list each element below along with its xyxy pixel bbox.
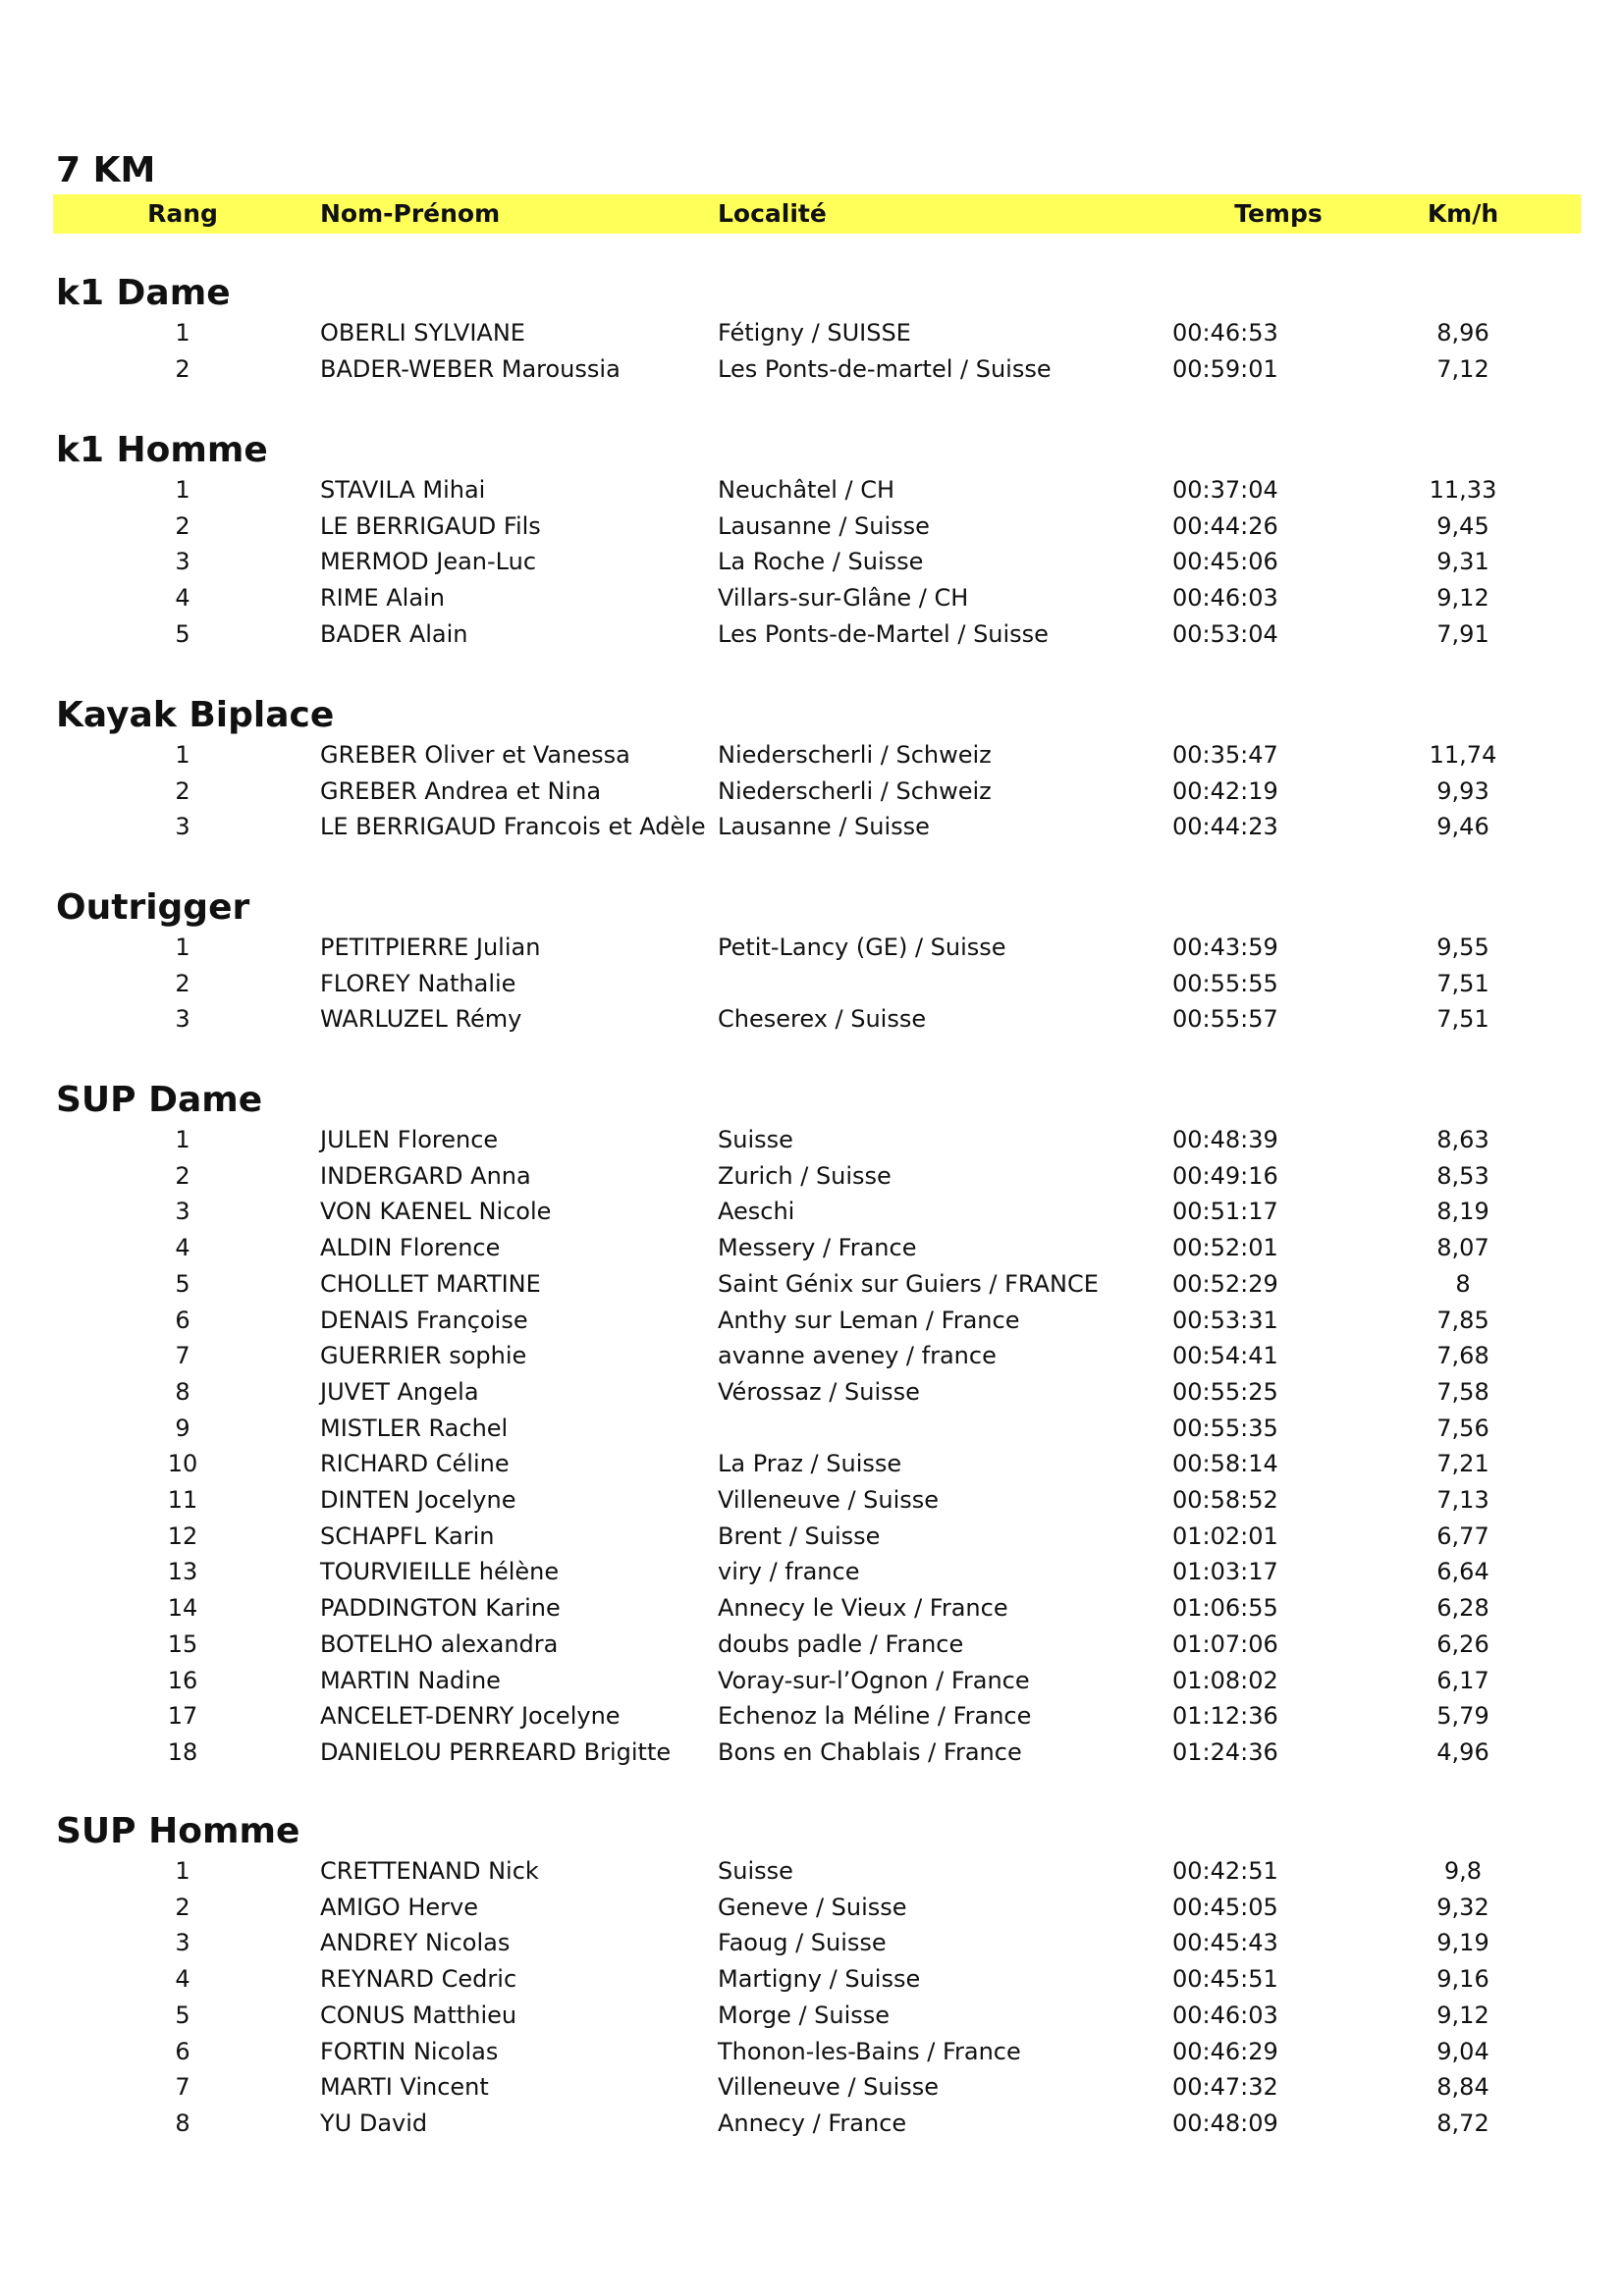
cell-name: GREBER Oliver et Vanessa — [320, 741, 630, 769]
cell-kmh: 7,51 — [1436, 1005, 1489, 1034]
cell-kmh: 9,45 — [1436, 511, 1489, 540]
cell-kmh: 8,72 — [1436, 2109, 1489, 2137]
header-rang: Rang — [147, 199, 218, 228]
cell-rang: 1 — [175, 319, 190, 347]
table-row — [0, 351, 1623, 388]
cell-localite: Bons en Chablais / France — [718, 1737, 1022, 1766]
cell-temps: 01:08:02 — [1172, 1666, 1278, 1694]
cell-temps: 00:45:51 — [1172, 1965, 1278, 1994]
table-row — [0, 1735, 1623, 1771]
cell-rang: 3 — [175, 1005, 190, 1034]
cell-temps: 00:42:51 — [1172, 1857, 1278, 1885]
cell-rang: 9 — [175, 1414, 190, 1442]
cell-name: BOTELHO alexandra — [320, 1629, 559, 1658]
cell-rang: 4 — [175, 1965, 190, 1994]
cell-localite: Petit-Lancy (GE) / Suisse — [718, 934, 1006, 961]
cell-kmh: 8,84 — [1436, 2073, 1489, 2102]
cell-name: AMIGO Herve — [320, 1893, 478, 1921]
cell-rang: 5 — [175, 1269, 190, 1298]
cell-localite: Echenoz la Méline / France — [718, 1702, 1032, 1731]
table-row — [0, 2034, 1623, 2070]
cell-rang: 1 — [175, 934, 190, 961]
cell-temps: 00:47:32 — [1172, 2073, 1278, 2102]
cell-localite: Annecy / France — [718, 2109, 907, 2137]
cell-localite: Morge / Suisse — [718, 2001, 891, 2029]
cell-kmh: 8,96 — [1436, 319, 1489, 347]
cell-temps: 00:55:35 — [1172, 1414, 1278, 1442]
cell-temps: 00:48:39 — [1172, 1126, 1278, 1153]
page-title: 7 KM — [56, 150, 156, 190]
table-row — [0, 1590, 1623, 1627]
cell-kmh: 9,16 — [1436, 1965, 1489, 1994]
cell-localite: Messery / France — [718, 1234, 917, 1262]
cell-name: LE BERRIGAUD Fils — [320, 511, 541, 540]
header-name: Nom-Prénom — [320, 199, 501, 228]
cell-temps: 00:49:16 — [1172, 1161, 1278, 1190]
cell-rang: 6 — [175, 1306, 190, 1334]
cell-kmh: 9,55 — [1436, 934, 1489, 961]
table-row — [0, 1122, 1623, 1158]
cell-temps: 00:53:31 — [1172, 1306, 1278, 1334]
cell-temps: 00:54:41 — [1172, 1342, 1278, 1370]
cell-localite: Suisse — [718, 1126, 793, 1153]
cell-kmh: 6,28 — [1436, 1594, 1489, 1623]
table-row — [0, 966, 1623, 1002]
cell-kmh: 9,46 — [1436, 813, 1489, 841]
cell-name: ANDREY Nicolas — [320, 1929, 511, 1957]
header-kmh: Km/h — [1427, 199, 1499, 228]
cell-temps: 00:58:52 — [1172, 1486, 1278, 1514]
cell-localite: Niederscherli / Schweiz — [718, 776, 992, 805]
cell-name: DANIELOU PERREARD Brigitte — [320, 1737, 672, 1766]
cell-temps: 01:02:01 — [1172, 1522, 1278, 1550]
table-row — [0, 1482, 1623, 1519]
cell-name: CRETTENAND Nick — [320, 1857, 539, 1885]
cell-localite: Villeneuve / Suisse — [718, 2073, 940, 2102]
cell-name: GUERRIER sophie — [320, 1342, 527, 1370]
cell-name: FLOREY Nathalie — [320, 969, 516, 997]
table-row — [0, 809, 1623, 845]
cell-temps: 00:58:14 — [1172, 1450, 1278, 1478]
cell-localite: Anthy sur Leman / France — [718, 1306, 1020, 1334]
cell-name: DENAIS Françoise — [320, 1306, 528, 1334]
header-temps: Temps — [1234, 199, 1323, 228]
cell-rang: 16 — [167, 1666, 198, 1694]
cell-name: BADER Alain — [320, 619, 468, 648]
cell-rang: 3 — [175, 548, 190, 576]
cell-name: LE BERRIGAUD Francois et Adèle — [320, 813, 706, 841]
cell-localite: Les Ponts-de-Martel / Suisse — [718, 619, 1049, 648]
cell-localite: Voray-sur-l’Ognon / France — [718, 1666, 1030, 1694]
cell-temps: 00:48:09 — [1172, 2109, 1278, 2137]
cell-name: DINTEN Jocelyne — [320, 1486, 516, 1514]
table-row — [0, 1663, 1623, 1699]
cell-name: REYNARD Cedric — [320, 1965, 517, 1994]
cell-kmh: 8 — [1455, 1269, 1471, 1298]
cell-rang: 8 — [175, 1377, 190, 1406]
table-row — [0, 1853, 1623, 1890]
cell-name: OBERLI SYLVIANE — [320, 319, 525, 347]
cell-rang: 2 — [175, 1161, 190, 1190]
cell-localite: Martigny / Suisse — [718, 1965, 921, 1994]
cell-temps: 00:45:43 — [1172, 1929, 1278, 1957]
table-row — [0, 1411, 1623, 1447]
cell-kmh: 9,8 — [1443, 1857, 1483, 1885]
cell-rang: 2 — [175, 354, 190, 383]
cell-temps: 00:44:26 — [1172, 511, 1278, 540]
cell-name: MARTI Vincent — [320, 2073, 489, 2102]
cell-name: MARTIN Nadine — [320, 1666, 501, 1694]
table-row — [0, 1961, 1623, 1998]
cell-localite: Aeschi — [718, 1198, 795, 1226]
section-title: SUP Dame — [56, 1080, 263, 1120]
header-localite: Localité — [718, 199, 827, 228]
cell-temps: 00:46:03 — [1172, 584, 1278, 613]
cell-kmh: 9,04 — [1436, 2037, 1489, 2065]
table-row — [0, 1925, 1623, 1961]
table-row — [0, 1446, 1623, 1482]
cell-kmh: 9,12 — [1436, 2001, 1489, 2029]
table-row — [0, 616, 1623, 653]
cell-name: MERMOD Jean-Luc — [320, 548, 537, 576]
cell-kmh: 9,32 — [1436, 1893, 1489, 1921]
cell-rang: 8 — [175, 2109, 190, 2137]
cell-kmh: 8,07 — [1436, 1234, 1489, 1262]
cell-temps: 00:55:25 — [1172, 1377, 1278, 1406]
cell-temps: 00:46:29 — [1172, 2037, 1278, 2065]
cell-rang: 18 — [167, 1737, 198, 1766]
cell-temps: 01:12:36 — [1172, 1702, 1278, 1731]
cell-rang: 3 — [175, 1929, 190, 1957]
cell-localite: Villeneuve / Suisse — [718, 1486, 940, 1514]
cell-kmh: 9,31 — [1436, 548, 1489, 576]
cell-rang: 14 — [167, 1594, 198, 1623]
cell-rang: 4 — [175, 1234, 190, 1262]
cell-localite: Thonon-les-Bains / France — [718, 2037, 1021, 2065]
cell-localite: Les Ponts-de-martel / Suisse — [718, 354, 1052, 383]
table-row — [0, 2069, 1623, 2106]
cell-kmh: 9,12 — [1436, 584, 1489, 613]
cell-rang: 11 — [167, 1486, 198, 1514]
cell-name: SCHAPFL Karin — [320, 1522, 495, 1550]
table-row — [0, 1001, 1623, 1038]
cell-localite: Niederscherli / Schweiz — [718, 741, 992, 769]
cell-localite: La Roche / Suisse — [718, 548, 924, 576]
cell-kmh: 9,19 — [1436, 1929, 1489, 1957]
cell-name: CONUS Matthieu — [320, 2001, 517, 2029]
table-row — [0, 508, 1623, 545]
table-row — [0, 1266, 1623, 1303]
cell-temps: 01:03:17 — [1172, 1558, 1278, 1586]
cell-kmh: 7,68 — [1436, 1342, 1489, 1370]
cell-localite: Neuchâtel / CH — [718, 476, 895, 504]
cell-temps: 00:43:59 — [1172, 934, 1278, 961]
cell-name: RICHARD Céline — [320, 1450, 510, 1478]
cell-name: MISTLER Rachel — [320, 1414, 509, 1442]
cell-kmh: 9,93 — [1436, 776, 1489, 805]
cell-temps: 01:24:36 — [1172, 1737, 1278, 1766]
cell-temps: 01:07:06 — [1172, 1629, 1278, 1658]
cell-rang: 12 — [167, 1522, 198, 1550]
cell-kmh: 6,17 — [1436, 1666, 1489, 1694]
cell-kmh: 7,56 — [1436, 1414, 1489, 1442]
cell-temps: 00:55:55 — [1172, 969, 1278, 997]
cell-name: INDERGARD Anna — [320, 1161, 531, 1190]
cell-kmh: 7,12 — [1436, 354, 1489, 383]
cell-localite: Villars-sur-Glâne / CH — [718, 584, 969, 613]
table-row — [0, 1519, 1623, 1555]
cell-kmh: 6,26 — [1436, 1629, 1489, 1658]
cell-rang: 7 — [175, 2073, 190, 2102]
cell-rang: 5 — [175, 619, 190, 648]
cell-name: JUVET Angela — [320, 1377, 479, 1406]
table-row — [0, 1998, 1623, 2034]
cell-temps: 00:46:03 — [1172, 2001, 1278, 2029]
cell-name: FORTIN Nicolas — [320, 2037, 499, 2065]
table-row — [0, 1698, 1623, 1735]
cell-kmh: 7,58 — [1436, 1377, 1489, 1406]
table-row — [0, 580, 1623, 616]
cell-localite: viry / france — [718, 1558, 860, 1586]
cell-temps: 00:37:04 — [1172, 476, 1278, 504]
cell-localite: Lausanne / Suisse — [718, 813, 930, 841]
cell-rang: 15 — [167, 1629, 198, 1658]
cell-name: WARLUZEL Rémy — [320, 1005, 522, 1034]
cell-temps: 00:52:29 — [1172, 1269, 1278, 1298]
cell-kmh: 8,53 — [1436, 1161, 1489, 1190]
table-row — [0, 1194, 1623, 1230]
cell-name: PETITPIERRE Julian — [320, 934, 541, 961]
table-row — [0, 737, 1623, 774]
cell-temps: 00:51:17 — [1172, 1198, 1278, 1226]
cell-temps: 00:45:06 — [1172, 548, 1278, 576]
table-row — [0, 774, 1623, 810]
table-row — [0, 1303, 1623, 1339]
cell-name: TOURVIEILLE hélène — [320, 1558, 560, 1586]
cell-kmh: 6,77 — [1436, 1522, 1489, 1550]
cell-localite: Faoug / Suisse — [718, 1929, 887, 1957]
cell-name: STAVILA Mihai — [320, 476, 486, 504]
cell-rang: 3 — [175, 1198, 190, 1226]
cell-localite: Saint Génix sur Guiers / FRANCE — [718, 1269, 1099, 1298]
cell-localite: La Praz / Suisse — [718, 1450, 902, 1478]
cell-rang: 6 — [175, 2037, 190, 2065]
cell-kmh: 5,79 — [1436, 1702, 1489, 1731]
cell-kmh: 7,51 — [1436, 969, 1489, 997]
table-header — [53, 194, 1581, 234]
cell-kmh: 7,13 — [1436, 1486, 1489, 1514]
cell-rang: 1 — [175, 1857, 190, 1885]
cell-rang: 2 — [175, 969, 190, 997]
cell-temps: 00:52:01 — [1172, 1234, 1278, 1262]
table-row — [0, 1158, 1623, 1195]
cell-temps: 00:44:23 — [1172, 813, 1278, 841]
table-row — [0, 1627, 1623, 1663]
table-row — [0, 1554, 1623, 1590]
cell-name: ALDIN Florence — [320, 1234, 501, 1262]
cell-kmh: 7,91 — [1436, 619, 1489, 648]
cell-rang: 5 — [175, 2001, 190, 2029]
cell-rang: 2 — [175, 776, 190, 805]
cell-temps: 00:42:19 — [1172, 776, 1278, 805]
cell-kmh: 8,63 — [1436, 1126, 1489, 1153]
cell-name: YU David — [320, 2109, 428, 2137]
section-title: SUP Homme — [56, 1811, 300, 1851]
cell-kmh: 7,21 — [1436, 1450, 1489, 1478]
cell-localite: avanne aveney / france — [718, 1342, 997, 1370]
table-row — [0, 544, 1623, 580]
cell-localite: Vérossaz / Suisse — [718, 1377, 920, 1406]
cell-localite: doubs padle / France — [718, 1629, 964, 1658]
cell-localite: Geneve / Suisse — [718, 1893, 907, 1921]
cell-kmh: 11,74 — [1429, 741, 1497, 769]
cell-temps: 01:06:55 — [1172, 1594, 1278, 1623]
cell-localite: Lausanne / Suisse — [718, 511, 930, 540]
cell-temps: 00:55:57 — [1172, 1005, 1278, 1034]
cell-localite: Zurich / Suisse — [718, 1161, 892, 1190]
table-row — [0, 1374, 1623, 1411]
cell-rang: 1 — [175, 1126, 190, 1153]
cell-localite: Brent / Suisse — [718, 1522, 881, 1550]
cell-temps: 00:59:01 — [1172, 354, 1278, 383]
cell-rang: 1 — [175, 741, 190, 769]
cell-kmh: 6,64 — [1436, 1558, 1489, 1586]
cell-rang: 17 — [167, 1702, 198, 1731]
table-row — [0, 1890, 1623, 1926]
cell-rang: 13 — [167, 1558, 198, 1586]
cell-name: RIME Alain — [320, 584, 445, 613]
table-row — [0, 315, 1623, 351]
cell-rang: 4 — [175, 584, 190, 613]
cell-name: ANCELET-DENRY Jocelyne — [320, 1702, 621, 1731]
section-title: k1 Dame — [56, 273, 231, 313]
table-row — [0, 2106, 1623, 2142]
cell-rang: 7 — [175, 1342, 190, 1370]
cell-name: PADDINGTON Karine — [320, 1594, 561, 1623]
section-title: k1 Homme — [56, 430, 268, 470]
cell-temps: 00:35:47 — [1172, 741, 1278, 769]
cell-localite: Fétigny / SUISSE — [718, 319, 911, 347]
cell-name: CHOLLET MARTINE — [320, 1269, 541, 1298]
cell-rang: 2 — [175, 1893, 190, 1921]
cell-temps: 00:53:04 — [1172, 619, 1278, 648]
cell-rang: 1 — [175, 476, 190, 504]
cell-temps: 00:46:53 — [1172, 319, 1278, 347]
cell-temps: 00:45:05 — [1172, 1893, 1278, 1921]
cell-rang: 2 — [175, 511, 190, 540]
cell-name: BADER-WEBER Maroussia — [320, 354, 621, 383]
table-row — [0, 1230, 1623, 1266]
cell-kmh: 11,33 — [1429, 476, 1497, 504]
cell-kmh: 7,85 — [1436, 1306, 1489, 1334]
cell-localite: Suisse — [718, 1857, 793, 1885]
section-title: Outrigger — [56, 887, 250, 928]
cell-kmh: 8,19 — [1436, 1198, 1489, 1226]
cell-name: JULEN Florence — [320, 1126, 499, 1153]
cell-rang: 3 — [175, 813, 190, 841]
table-row — [0, 930, 1623, 966]
cell-localite: Annecy le Vieux / France — [718, 1594, 1008, 1623]
table-row — [0, 472, 1623, 508]
cell-kmh: 4,96 — [1436, 1737, 1489, 1766]
cell-rang: 10 — [167, 1450, 198, 1478]
table-row — [0, 1338, 1623, 1374]
cell-name: GREBER Andrea et Nina — [320, 776, 602, 805]
cell-localite: Cheserex / Suisse — [718, 1005, 927, 1034]
section-title: Kayak Biplace — [56, 695, 335, 735]
cell-name: VON KAENEL Nicole — [320, 1198, 552, 1226]
